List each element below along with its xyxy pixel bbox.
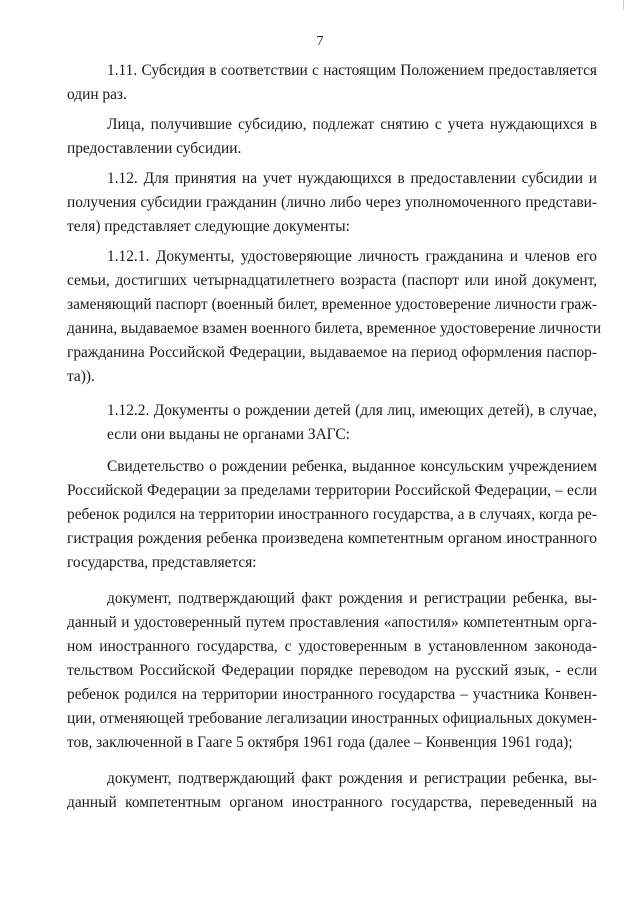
text-line: данный и удостоверенный путем проставления «апостиля» компетентным орга- [67,614,597,631]
text-line: 1.11. Субсидия в соответствии с настоящим Положением предоставляется [107,62,597,79]
text-line: ребенок родился на территории иностранного государства – участника Конвен- [67,686,597,703]
text-line: если они выданы не органами ЗАГС: [107,426,350,443]
text-line: та)). [67,368,95,385]
text-line: Российской Федерации за пределами территории Российской Федерации, – если [67,482,597,499]
text-line: один раз. [67,86,127,103]
scan-edge-mark [623,0,624,10]
text-line: 1.12. Для принятия на учет нуждающихся в предоставлении субсидии и [107,170,597,187]
text-line: Лица, получившие субсидию, подлежат снятию с учета нуждающихся в [107,116,597,133]
text-line: ребенок родился на территории иностранного государства, а в случаях, когда ре- [67,506,597,523]
text-line: данный компетентным органом иностранного государства, переведенный на [67,794,597,811]
text-line: предоставлении субсидии. [67,140,242,157]
text-line: ном иностранного государства, с удостоверенным в установленном законода- [67,638,597,655]
page-number: 7 [316,34,324,49]
text-line: получения субсидии гражданин (лично либо через уполномоченного представи- [67,194,597,211]
text-line: тов, заключенной в Гааге 5 октября 1961 года (далее – Конвенция 1961 года); [67,734,573,751]
text-line: 1.12.2. Документы о рождении детей (для лиц, имеющих детей), в случае, [107,402,597,419]
text-line: заменяющий паспорт (военный билет, временное удостоверение личности граж- [67,296,597,313]
text-line: документ, подтверждающий факт рождения и регистрации ребенка, вы- [107,590,597,607]
text-line: тельством Российской Федерации порядке переводом на русский язык, - если [67,662,597,679]
text-line: ции, отменяющей требование легализации иностранных официальных докумен- [67,710,597,727]
text-line: теля) представляет следующие документы: [67,218,350,235]
text-line: гражданина Российской Федерации, выдаваемое на период оформления паспор- [67,344,597,361]
text-line: Свидетельство о рождении ребенка, выданное консульским учреждением [107,458,597,475]
text-line: семьи, достигших четырнадцатилетнего возраста (паспорт или иной документ, [67,272,597,289]
text-line: 1.12.1. Документы, удостоверяющие личность гражданина и членов его [107,248,597,265]
text-line: государства, представляется: [67,554,257,571]
text-line: документ, подтверждающий факт рождения и регистрации ребенка, вы- [107,770,597,787]
text-line: гистрация рождения ребенка произведена компетентным органом иностранного [67,530,597,547]
text-line: данина, выдаваемое взамен военного билета, временное удостоверение личности [67,320,602,337]
